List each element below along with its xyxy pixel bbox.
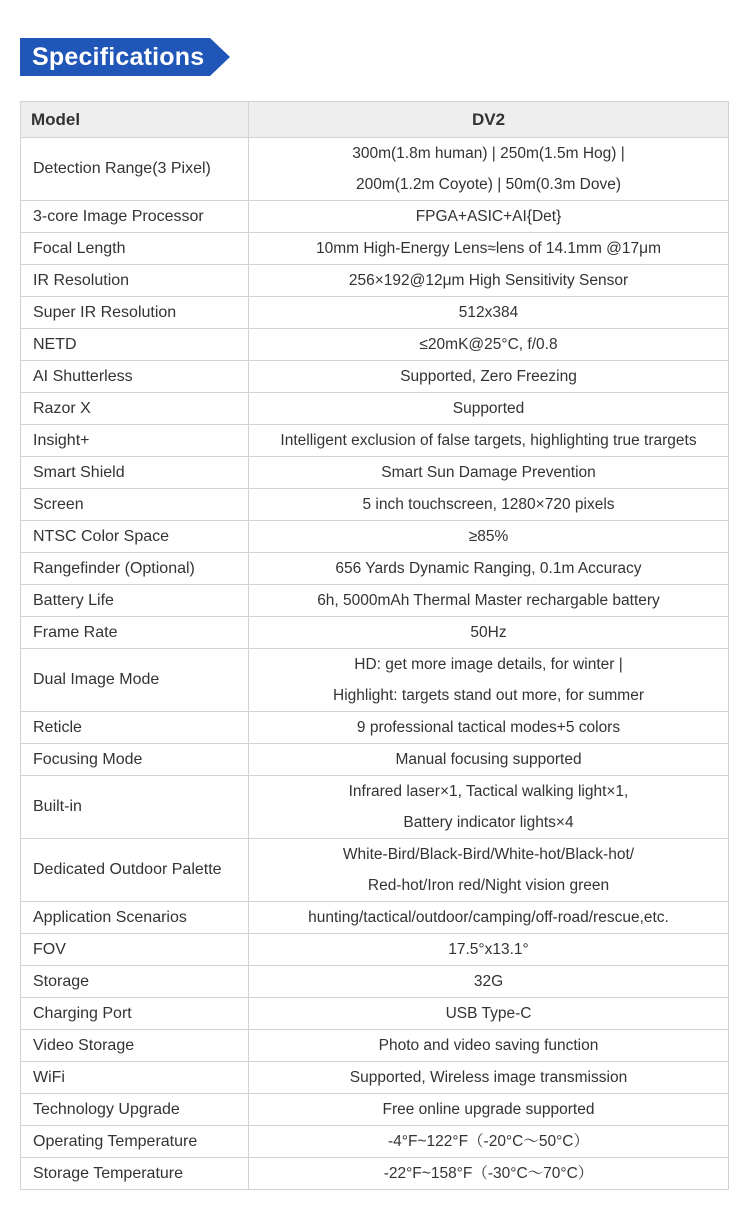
table-row [21,1030,729,1062]
spec-label: AI Shutterless [21,361,249,393]
spec-value [249,1158,729,1190]
spec-value [249,1030,729,1062]
spec-value-line: 50Hz [470,624,507,641]
spec-value-line: 17.5°x13.1° [448,941,529,958]
spec-label: Built-in [21,776,249,839]
spec-label: Reticle [21,712,249,744]
table-row [21,521,729,553]
spec-value-line: Supported, Zero Freezing [400,368,577,385]
spec-value-line: 32G [473,973,504,990]
table-row [21,744,729,776]
spec-value-line: 512x384 [458,304,519,321]
table-row [21,489,729,521]
table-body [21,138,729,1190]
spec-label: Operating Temperature [21,1126,249,1158]
table-row [21,902,729,934]
spec-value-line: Supported [452,400,525,417]
spec-value-line: Free online upgrade supported [382,1101,595,1118]
spec-value-line: Manual focusing supported [395,751,582,768]
spec-value-line: FPGA+ASIC+AI{Det} [415,208,562,225]
spec-label: NTSC Color Space [21,521,249,553]
spec-value [249,393,729,425]
table-row [21,966,729,998]
table-row [21,1158,729,1190]
spec-label: Application Scenarios [21,902,249,934]
spec-value [249,744,729,776]
spec-value-line: Supported, Wireless image transmission [349,1069,628,1086]
spec-label: Charging Port [21,998,249,1030]
spec-label: Rangefinder (Optional) [21,553,249,585]
spec-label: NETD [21,329,249,361]
table-row [21,998,729,1030]
spec-value [249,361,729,393]
spec-value [249,998,729,1030]
spec-value [249,934,729,966]
spec-value-line: 6h, 5000mAh Thermal Master rechargable battery [317,592,660,609]
spec-label: Storage Temperature [21,1158,249,1190]
spec-value [249,521,729,553]
table-row [21,839,729,902]
spec-value-line: USB Type-C [445,1005,532,1022]
spec-value-line: Smart Sun Damage Prevention [381,464,596,481]
specifications-banner [20,38,230,76]
table-row [21,649,729,712]
spec-value [249,1094,729,1126]
specifications-table [20,101,729,1190]
spec-value-line: Highlight: targets stand out more, for summer [333,687,644,704]
spec-value-line: 200m(1.2m Coyote) | 50m(0.3m Dove) [355,176,622,193]
table-row [21,297,729,329]
spec-label: Battery Life [21,585,249,617]
column-header-dv2: DV2 [249,102,729,138]
spec-value [249,585,729,617]
spec-label: Dual Image Mode [21,649,249,712]
spec-value-line: -22°F~158°F（-30°C～70°C） [383,1165,594,1182]
spec-value-line: -4°F~122°F（-20°C～50°C） [388,1133,589,1150]
spec-value [249,297,729,329]
spec-value-line: Red-hot/Iron red/Night vision green [367,877,610,894]
spec-value [249,1062,729,1094]
spec-value [249,712,729,744]
table-row [21,617,729,649]
table-row [21,712,729,744]
spec-label: Dedicated Outdoor Palette [21,839,249,902]
spec-value-line: ≥85% [468,528,509,545]
spec-value-line: 5 inch touchscreen, 1280×720 pixels [362,496,615,513]
spec-label: FOV [21,934,249,966]
spec-label: WiFi [21,1062,249,1094]
spec-value [249,233,729,265]
spec-value [249,138,729,201]
table-row [21,457,729,489]
page-title: Specifications [32,43,205,71]
spec-label: Video Storage [21,1030,249,1062]
column-header-model: Model [21,102,249,138]
table-row [21,361,729,393]
spec-label: Razor X [21,393,249,425]
spec-value [249,902,729,934]
spec-value-line: hunting/tactical/outdoor/camping/off-road/rescue,etc. [308,909,669,926]
spec-label: Storage [21,966,249,998]
table-row [21,1126,729,1158]
spec-label: Focal Length [21,233,249,265]
spec-label: 3-core Image Processor [21,201,249,233]
spec-value-line: Intelligent exclusion of false targets, highlighting true trargets [280,432,697,449]
table-row [21,585,729,617]
spec-label: Smart Shield [21,457,249,489]
spec-value [249,425,729,457]
table-row [21,425,729,457]
table-row [21,776,729,839]
spec-value [249,649,729,712]
spec-value-line: 300m(1.8m human) | 250m(1.5m Hog) | [352,145,625,162]
spec-value-line: White-Bird/Black-Bird/White-hot/Black-hot/ [342,846,635,863]
table-row [21,201,729,233]
spec-value [249,457,729,489]
spec-value [249,265,729,297]
spec-value-line: 256×192@12μm High Sensitivity Sensor [348,272,629,289]
spec-value-line: HD: get more image details, for winter | [354,656,623,673]
spec-label: Detection Range(3 Pixel) [21,138,249,201]
spec-value [249,489,729,521]
table-row [21,1062,729,1094]
table-row [21,393,729,425]
spec-value [249,966,729,998]
spec-value-line: 656 Yards Dynamic Ranging, 0.1m Accuracy [335,560,642,577]
table-row [21,265,729,297]
spec-value [249,839,729,902]
spec-label: Technology Upgrade [21,1094,249,1126]
table-row [21,934,729,966]
spec-label: Super IR Resolution [21,297,249,329]
spec-value-line: 10mm High-Energy Lens≈lens of 14.1mm @17μm [315,240,662,257]
table-row [21,329,729,361]
spec-value [249,329,729,361]
spec-value [249,776,729,839]
spec-value [249,201,729,233]
spec-label: Screen [21,489,249,521]
table-row [21,233,729,265]
spec-label: Focusing Mode [21,744,249,776]
table-row [21,138,729,201]
spec-value-line: ≤20mK@25°C, f/0.8 [419,336,558,353]
spec-value-line: Battery indicator lights×4 [403,814,574,831]
spec-value [249,553,729,585]
table-row [21,1094,729,1126]
spec-value-line: 9 professional tactical modes+5 colors [356,719,621,736]
spec-label: Frame Rate [21,617,249,649]
spec-value [249,617,729,649]
spec-label: IR Resolution [21,265,249,297]
table-header-row [21,102,729,138]
spec-value-line: Infrared laser×1, Tactical walking light×1, [348,783,629,800]
spec-value-line: Photo and video saving function [378,1037,599,1054]
table-row [21,553,729,585]
spec-value [249,1126,729,1158]
spec-label: Insight+ [21,425,249,457]
